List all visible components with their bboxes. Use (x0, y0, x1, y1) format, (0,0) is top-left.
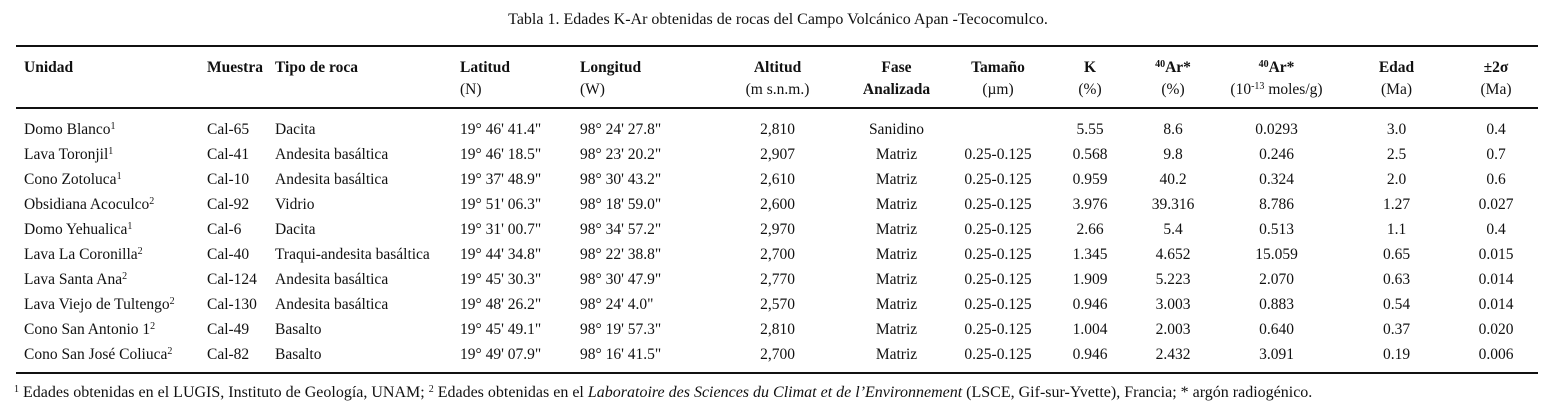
footnote-ref: 1 (108, 146, 114, 157)
cell-ar-moles: 8.786 (1259, 196, 1294, 213)
col-header-unidad: Unidad (16, 46, 207, 108)
col-header-altitud: Altitud (m s.n.m.) (710, 46, 845, 108)
cell-edad: 3.0 (1386, 121, 1407, 138)
cell-fase: Matriz (875, 171, 918, 188)
cell-edad: 1.27 (1382, 196, 1411, 213)
table-row (16, 267, 1538, 292)
cell-error: 0.6 (1486, 171, 1506, 188)
cell-error: 0.7 (1486, 146, 1506, 163)
cell-ar-percent: 39.316 (1151, 196, 1195, 213)
cell-longitud: 98° 18' 59.0" (580, 196, 662, 213)
cell-muestra: Cal-40 (207, 246, 250, 263)
cell-k: 0.959 (1072, 171, 1108, 188)
cell-muestra: Cal-65 (207, 121, 250, 138)
cell-ar-moles: 0.513 (1259, 221, 1294, 238)
ages-table (16, 45, 1538, 374)
cell-latitud: 19° 31' 00.7" (460, 221, 542, 238)
cell-k: 0.946 (1072, 296, 1108, 313)
cell-edad: 2.0 (1386, 171, 1407, 188)
cell-tipo: Andesita basáltica (275, 171, 389, 188)
footnote-ref: 2 (137, 246, 143, 257)
cell-fase: Matriz (875, 321, 918, 338)
cell-ar-percent: 5.223 (1155, 271, 1191, 288)
cell-edad: 0.65 (1382, 246, 1411, 263)
cell-altitud: 2,770 (760, 271, 795, 288)
col-header-edad: Edad (Ma) (1339, 46, 1454, 108)
cell-ar-moles: 2.070 (1259, 271, 1294, 288)
col-header-error: ±2σ (Ma) (1454, 46, 1538, 108)
cell-edad: 1.1 (1386, 221, 1407, 238)
cell-tamano: 0.25-0.125 (964, 246, 1032, 263)
cell-muestra: Cal-49 (207, 321, 250, 338)
cell-latitud: 19° 46' 18.5" (460, 146, 542, 163)
table-row (16, 192, 1538, 217)
table-header (16, 46, 1538, 108)
cell-fase: Matriz (875, 146, 918, 163)
cell-tamano: 0.25-0.125 (964, 321, 1032, 338)
cell-tipo: Andesita basáltica (275, 146, 389, 163)
cell-ar-moles: 0.0293 (1255, 121, 1298, 138)
cell-tipo: Andesita basáltica (275, 271, 389, 288)
cell-ar-percent: 3.003 (1155, 296, 1191, 313)
cell-latitud: 19° 51' 06.3" (460, 196, 542, 213)
cell-edad: 0.19 (1339, 342, 1454, 373)
cell-error: 0.4 (1486, 221, 1506, 238)
cell-tipo: Dacita (275, 221, 316, 238)
cell-edad: 2.5 (1386, 146, 1407, 163)
cell-altitud: 2,810 (760, 321, 795, 338)
col-header-ar-moles: $^{40}$Ar* ($10^{-13}$ moles/g) (1214, 46, 1339, 108)
cell-tipo: Andesita basáltica (275, 296, 389, 313)
cell-unidad: Lava Toronjil$^1$ (24, 146, 114, 163)
cell-error: 0.014 (1478, 296, 1514, 313)
cell-tamano: 0.25-0.125 (964, 296, 1032, 313)
cell-altitud: 2,610 (760, 171, 795, 188)
table-row (16, 167, 1538, 192)
cell-ar-percent: 4.652 (1155, 246, 1191, 263)
cell-unidad: Cono San José Coliuca$^2$ (16, 342, 207, 373)
cell-longitud: 98° 16' 41.5" (580, 342, 710, 373)
cell-muestra: Cal-41 (207, 146, 250, 163)
cell-altitud: 2,570 (760, 296, 795, 313)
cell-k: 2.66 (1076, 221, 1104, 238)
cell-ar-moles: 15.059 (1255, 246, 1298, 263)
cell-longitud: 98° 24' 27.8" (580, 121, 662, 138)
cell-fase: Matriz (875, 196, 918, 213)
cell-fase: Matriz (875, 271, 918, 288)
cell-altitud: 2,970 (760, 221, 795, 238)
cell-ar-moles: 0.246 (1259, 146, 1294, 163)
cell-tamano: 0.25-0.125 (964, 196, 1032, 213)
table-row (16, 217, 1538, 242)
footnote-ref: 2 (167, 346, 173, 357)
cell-latitud: 19° 37' 48.9" (460, 171, 542, 188)
cell-latitud: 19° 46' 41.4" (460, 121, 542, 138)
col-header-k: K (%) (1048, 46, 1132, 108)
cell-tamano: 0.25-0.125 (948, 342, 1048, 373)
cell-unidad: Domo Blanco$^1$ (24, 121, 116, 138)
cell-longitud: 98° 34' 57.2" (580, 221, 662, 238)
cell-muestra: Cal-10 (207, 171, 250, 188)
cell-k: 3.976 (1072, 196, 1108, 213)
cell-error: 0.4 (1486, 121, 1506, 138)
cell-latitud: 19° 48' 26.2" (460, 296, 542, 313)
cell-error: 0.006 (1454, 342, 1538, 373)
cell-muestra: Cal-92 (207, 196, 250, 213)
cell-edad: 0.54 (1382, 296, 1411, 313)
cell-ar-percent: 2.432 (1132, 342, 1214, 373)
footnote-ref: 1 (116, 171, 122, 182)
footnote: $^1$ Edades obtenidas en el LUGIS, Instituto de Geología, UNAM; $^2$ Edades obtenidas en el Laboratoire des Sciences du Climat et de l’Environnement (LSCE, Gif-sur-Yvette), Francia; * argón radiogénico. (14, 384, 1313, 401)
cell-latitud: 19° 44' 34.8" (460, 246, 542, 263)
cell-ar-percent: 40.2 (1159, 171, 1187, 188)
cell-muestra: Cal-130 (207, 296, 257, 313)
cell-k: 5.55 (1076, 121, 1104, 138)
table-row (16, 342, 1538, 373)
cell-unidad: Lava La Coronilla$^2$ (24, 246, 143, 263)
cell-fase: Matriz (875, 246, 918, 263)
cell-ar-moles: 0.324 (1259, 171, 1294, 188)
table-row (16, 142, 1538, 167)
cell-longitud: 98° 24' 4.0" (580, 296, 654, 313)
footnote-ref: 2 (149, 196, 155, 207)
cell-ar-percent: 9.8 (1163, 146, 1183, 163)
cell-error: 0.015 (1478, 246, 1514, 263)
cell-ar-percent: 5.4 (1163, 221, 1183, 238)
cell-fase: Matriz (875, 221, 918, 238)
cell-error: 0.027 (1478, 196, 1514, 213)
cell-unidad: Domo Yehualica$^1$ (24, 221, 133, 238)
col-header-muestra: Muestra (207, 46, 275, 108)
cell-altitud: 2,700 (710, 342, 845, 373)
cell-latitud: 19° 49' 07.9" (460, 342, 580, 373)
col-header-longitud: Longitud (W) (580, 46, 710, 108)
col-header-tamano: Tamaño (µm) (948, 46, 1048, 108)
col-header-latitud: Latitud (N) (460, 46, 580, 108)
table-row (16, 108, 1538, 142)
cell-fase: Matriz (845, 342, 948, 373)
cell-longitud: 98° 30' 47.9" (580, 271, 662, 288)
footnote-ref: 2 (169, 296, 175, 307)
cell-unidad: Cono Zotoluca$^1$ (24, 171, 122, 188)
cell-fase: Matriz (875, 296, 918, 313)
col-header-ar-percent: $^{40}$Ar* (%) (1132, 46, 1214, 108)
footnote-ref: 1 (127, 221, 133, 232)
cell-k: 1.004 (1072, 321, 1108, 338)
cell-altitud: 2,907 (760, 146, 795, 163)
cell-altitud: 2,700 (760, 246, 795, 263)
cell-tamano: 0.25-0.125 (964, 146, 1032, 163)
table-row (16, 292, 1538, 317)
cell-tipo: Traqui-andesita basáltica (275, 246, 430, 263)
footnote-ref: 2 (150, 321, 156, 332)
cell-ar-moles: 0.640 (1259, 321, 1294, 338)
cell-longitud: 98° 23' 20.2" (580, 146, 662, 163)
cell-latitud: 19° 45' 30.3" (460, 271, 542, 288)
cell-edad: 0.63 (1382, 271, 1411, 288)
footnote-ref: 2 (122, 271, 128, 282)
cell-ar-moles: 3.091 (1214, 342, 1339, 373)
cell-altitud: 2,810 (760, 121, 795, 138)
cell-error: 0.020 (1478, 321, 1514, 338)
col-header-tipo: Tipo de roca (275, 46, 460, 108)
cell-error: 0.014 (1478, 271, 1514, 288)
cell-tipo: Basalto (275, 321, 322, 338)
cell-muestra: Cal-124 (207, 271, 257, 288)
cell-unidad: Lava Santa Ana$^2$ (24, 271, 128, 288)
cell-tamano: 0.25-0.125 (964, 171, 1032, 188)
footnote-ref: 1 (110, 121, 116, 132)
cell-longitud: 98° 22' 38.8" (580, 246, 662, 263)
table-body (16, 108, 1538, 373)
cell-ar-moles: 0.883 (1259, 296, 1294, 313)
cell-altitud: 2,600 (760, 196, 795, 213)
cell-tipo: Basalto (275, 342, 460, 373)
table-row (16, 242, 1538, 267)
cell-unidad: Obsidiana Acoculco$^2$ (24, 196, 155, 213)
table-caption: Tabla 1. Edades K-Ar obtenidas de rocas del Campo Volcánico Apan -Tecocomulco. (508, 11, 1048, 28)
cell-unidad: Cono San Antonio $1^2$ (24, 321, 156, 338)
cell-muestra: Cal-6 (207, 221, 242, 238)
cell-tipo: Dacita (275, 121, 316, 138)
cell-k: 1.909 (1072, 271, 1108, 288)
col-header-fase: Fase Analizada (845, 46, 948, 108)
cell-tamano: 0.25-0.125 (964, 221, 1032, 238)
cell-ar-percent: 8.6 (1163, 121, 1183, 138)
cell-longitud: 98° 30' 43.2" (580, 171, 662, 188)
cell-k: 0.568 (1072, 146, 1108, 163)
cell-tamano (948, 108, 1048, 142)
cell-k: 0.946 (1048, 342, 1132, 373)
cell-unidad: Lava Viejo de Tultengo$^2$ (24, 296, 175, 313)
cell-latitud: 19° 45' 49.1" (460, 321, 542, 338)
table-row (16, 317, 1538, 342)
cell-edad: 0.37 (1382, 321, 1411, 338)
cell-k: 1.345 (1072, 246, 1108, 263)
cell-tamano: 0.25-0.125 (964, 271, 1032, 288)
cell-fase: Sanidino (868, 121, 925, 138)
cell-longitud: 98° 19' 57.3" (580, 321, 662, 338)
cell-tipo: Vidrio (275, 196, 315, 213)
cell-ar-percent: 2.003 (1155, 321, 1191, 338)
cell-muestra: Cal-82 (207, 342, 275, 373)
